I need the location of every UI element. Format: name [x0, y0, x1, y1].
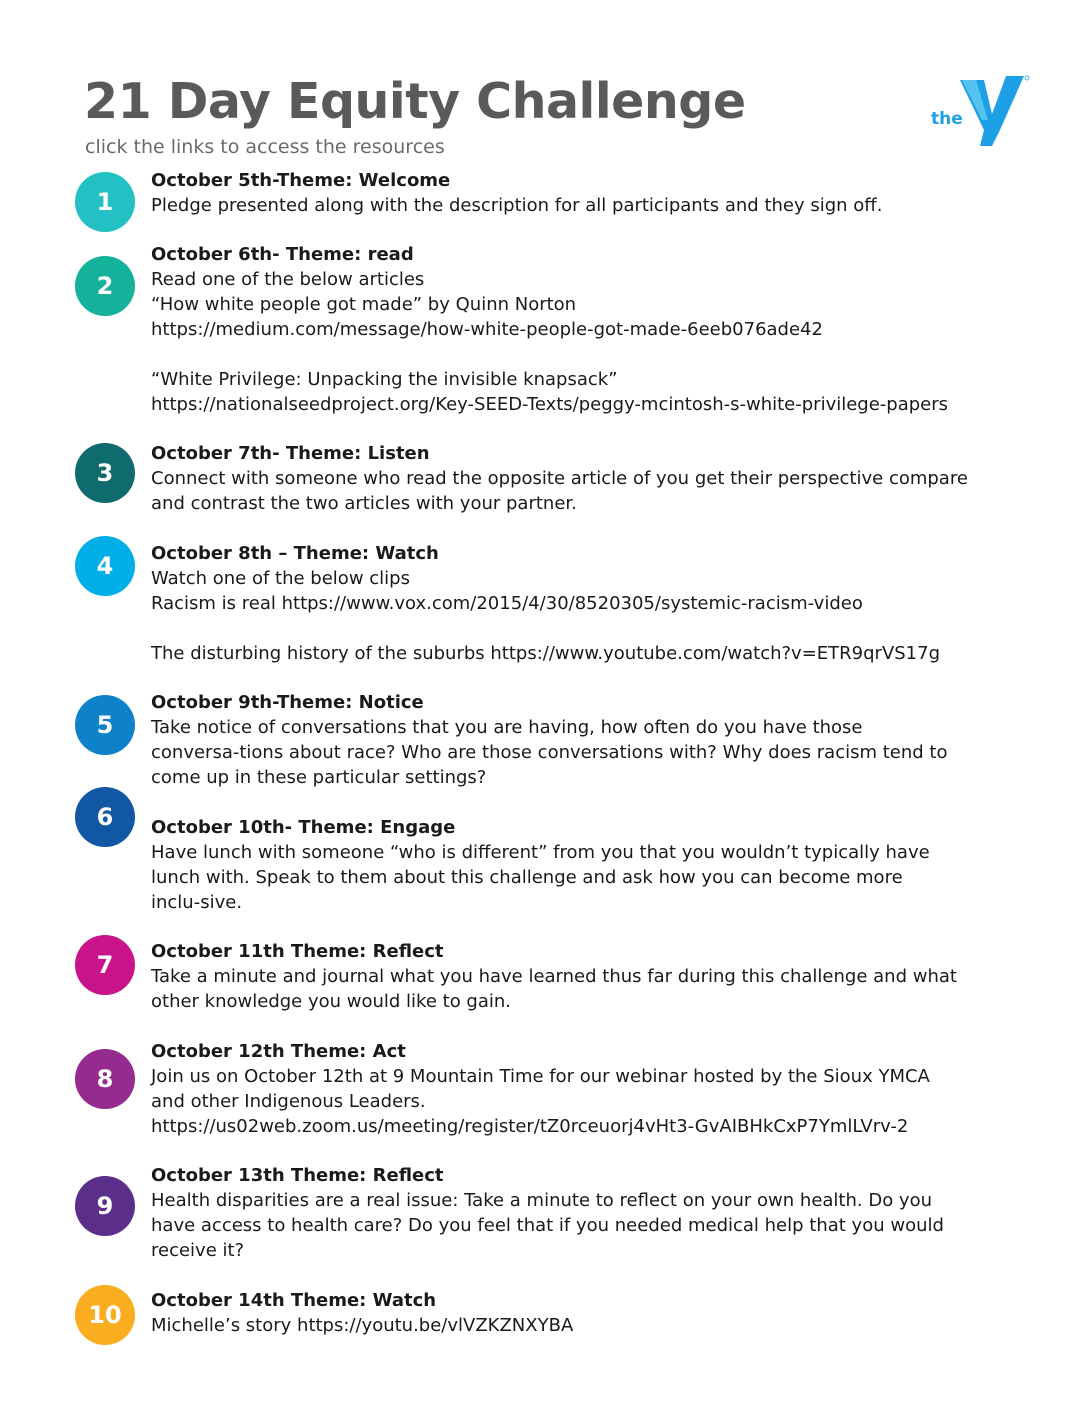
day-entry-8: [151, 1039, 1021, 1139]
day-marker-8: [75, 1049, 135, 1109]
webinar-link[interactable]: https://us02web.zoom.us/meeting/register/tZ0rceuorj4vHt3-GvAIBHkCxP7YmlLVrv-2: [151, 1116, 909, 1137]
day-text: conversa-tions about race? Who are those conversations with? Why does racism tend to: [151, 742, 948, 763]
day-heading: October 6th- Theme: read: [151, 244, 414, 265]
day-number: 6: [96, 803, 114, 831]
day-text: Read one of the below articles: [151, 269, 425, 290]
day-text: Pledge presented along with the description for all participants and they sign off.: [151, 195, 883, 216]
day-heading: October 5th-Theme: Welcome: [151, 170, 451, 191]
day-entry-2: [151, 242, 1021, 417]
day-entry-9: [151, 1163, 1021, 1263]
day-text: and contrast the two articles with your partner.: [151, 493, 577, 514]
day-entry-10: [151, 1288, 1021, 1338]
day-entry-3: [151, 441, 1021, 516]
day-marker-1: [75, 172, 135, 232]
day-number: 4: [96, 552, 114, 580]
day-text: and other Indigenous Leaders.: [151, 1091, 426, 1112]
day-marker-4: [75, 536, 135, 596]
day-marker-5: [75, 695, 135, 755]
day-marker-3: [75, 443, 135, 503]
day-heading: October 7th- Theme: Listen: [151, 443, 430, 464]
logo-text: the: [931, 109, 963, 129]
page-subtitle: click the links to access the resources: [85, 136, 445, 158]
day-text: Take a minute and journal what you have learned thus far during this challenge and what: [151, 966, 957, 987]
day-marker-7: [75, 935, 135, 995]
day-heading: October 13th Theme: Reflect: [151, 1165, 444, 1186]
day-text: lunch with. Speak to them about this challenge and ask how you can become more: [151, 867, 903, 888]
ymca-logo: [926, 72, 1030, 150]
day-number: 2: [96, 272, 114, 300]
video-link[interactable]: Michelle’s story https://youtu.be/vlVZKZNXYBA: [151, 1315, 574, 1336]
page-title: 21 Day Equity Challenge: [84, 73, 746, 130]
day-marker-6: [75, 787, 135, 847]
day-number: 5: [96, 711, 114, 739]
day-text: other knowledge you would like to gain.: [151, 991, 512, 1012]
day-heading: October 8th – Theme: Watch: [151, 543, 439, 564]
article-link[interactable]: https://nationalseedproject.org/Key-SEED-Texts/peggy-mcintosh-s-white-privilege-papers: [151, 394, 949, 415]
day-marker-2: [75, 256, 135, 316]
day-text: have access to health care? Do you feel that if you needed medical help that you would: [151, 1215, 944, 1236]
day-text: receive it?: [151, 1240, 245, 1261]
day-number: 8: [96, 1065, 114, 1093]
day-entry-1: [151, 168, 1021, 218]
day-entry-7: [151, 939, 1021, 1014]
day-entry-5: [151, 690, 1021, 790]
article-title: “White Privilege: Unpacking the invisible knapsack”: [151, 369, 618, 390]
day-number: 1: [96, 188, 114, 216]
day-number: 7: [96, 951, 114, 979]
article-title: “How white people got made” by Quinn Norton: [151, 294, 577, 315]
day-heading: October 10th- Theme: Engage: [151, 817, 456, 838]
day-text: Health disparities are a real issue: Take a minute to reflect on your own health. Do you: [151, 1190, 932, 1211]
day-number: 3: [96, 459, 114, 487]
day-number: 10: [88, 1301, 122, 1329]
day-marker-10: [75, 1285, 135, 1345]
video-link[interactable]: The disturbing history of the suburbs https://www.youtube.com/watch?v=ETR9qrVS17g: [151, 643, 941, 664]
day-text: Join us on October 12th at 9 Mountain Time for our webinar hosted by the Sioux YMCA: [151, 1066, 930, 1087]
day-heading: October 12th Theme: Act: [151, 1041, 406, 1062]
video-link[interactable]: Racism is real https://www.vox.com/2015/4/30/8520305/systemic-racism-video: [151, 593, 863, 614]
day-text: come up in these particular settings?: [151, 767, 487, 788]
article-link[interactable]: https://medium.com/message/how-white-people-got-made-6eeb076ade42: [151, 319, 823, 340]
day-number: 9: [96, 1192, 114, 1220]
day-text: Take notice of conversations that you are having, how often do you have those: [151, 717, 863, 738]
day-heading: October 14th Theme: Watch: [151, 1290, 437, 1311]
day-text: Have lunch with someone “who is different” from you that you wouldn’t typically have: [151, 842, 930, 863]
day-text: inclu-sive.: [151, 892, 243, 913]
day-marker-9: [75, 1176, 135, 1236]
day-entry-4: [151, 541, 1021, 666]
day-entry-6: [151, 815, 1021, 915]
day-heading: October 11th Theme: Reflect: [151, 941, 444, 962]
day-text: Connect with someone who read the opposite article of you get their perspective compare: [151, 468, 968, 489]
day-heading: October 9th-Theme: Notice: [151, 692, 424, 713]
day-text: Watch one of the below clips: [151, 568, 410, 589]
